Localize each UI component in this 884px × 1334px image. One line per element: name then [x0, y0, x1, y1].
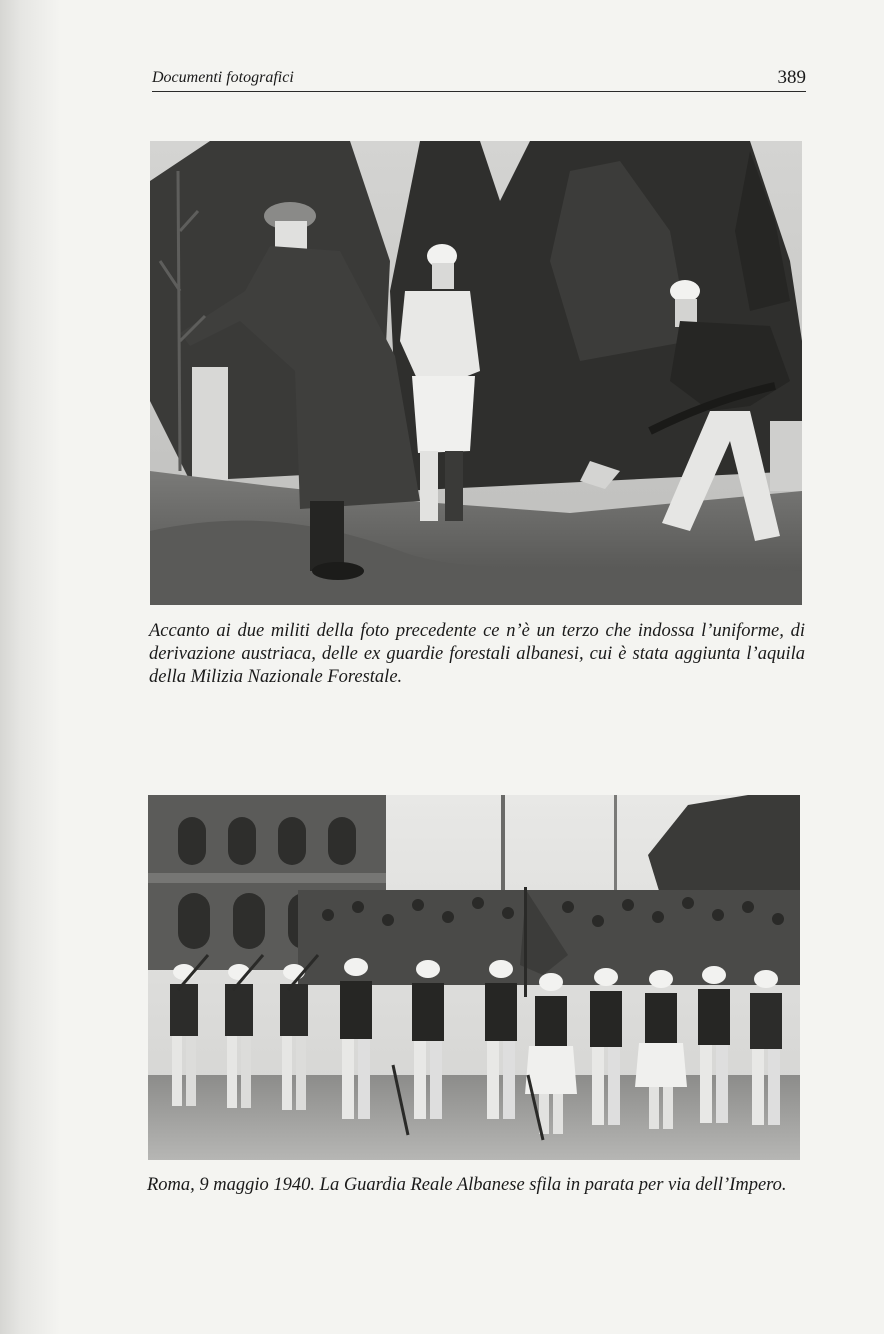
photo-tree-planting — [150, 141, 802, 605]
running-header — [152, 66, 806, 92]
photo-parade-rome — [148, 795, 800, 1160]
figure-caption-2: Roma, 9 maggio 1940. La Guardia Reale Albanese sfila in parata per via dell’Impero. — [147, 1175, 787, 1195]
page-gutter-shadow — [0, 0, 60, 1334]
running-title: Documenti fotografici — [152, 69, 294, 86]
figure-caption-1: Accanto ai due militi della foto precedente ce n’è un terzo che indossa l’uniforme, di derivazione austriaca, delle ex guardie forestali albanesi, cui è stata aggiunta l’aquila della Milizia Nazionale Forestale. — [149, 621, 805, 687]
header-rule — [152, 91, 806, 92]
page-number: 389 — [777, 67, 806, 88]
